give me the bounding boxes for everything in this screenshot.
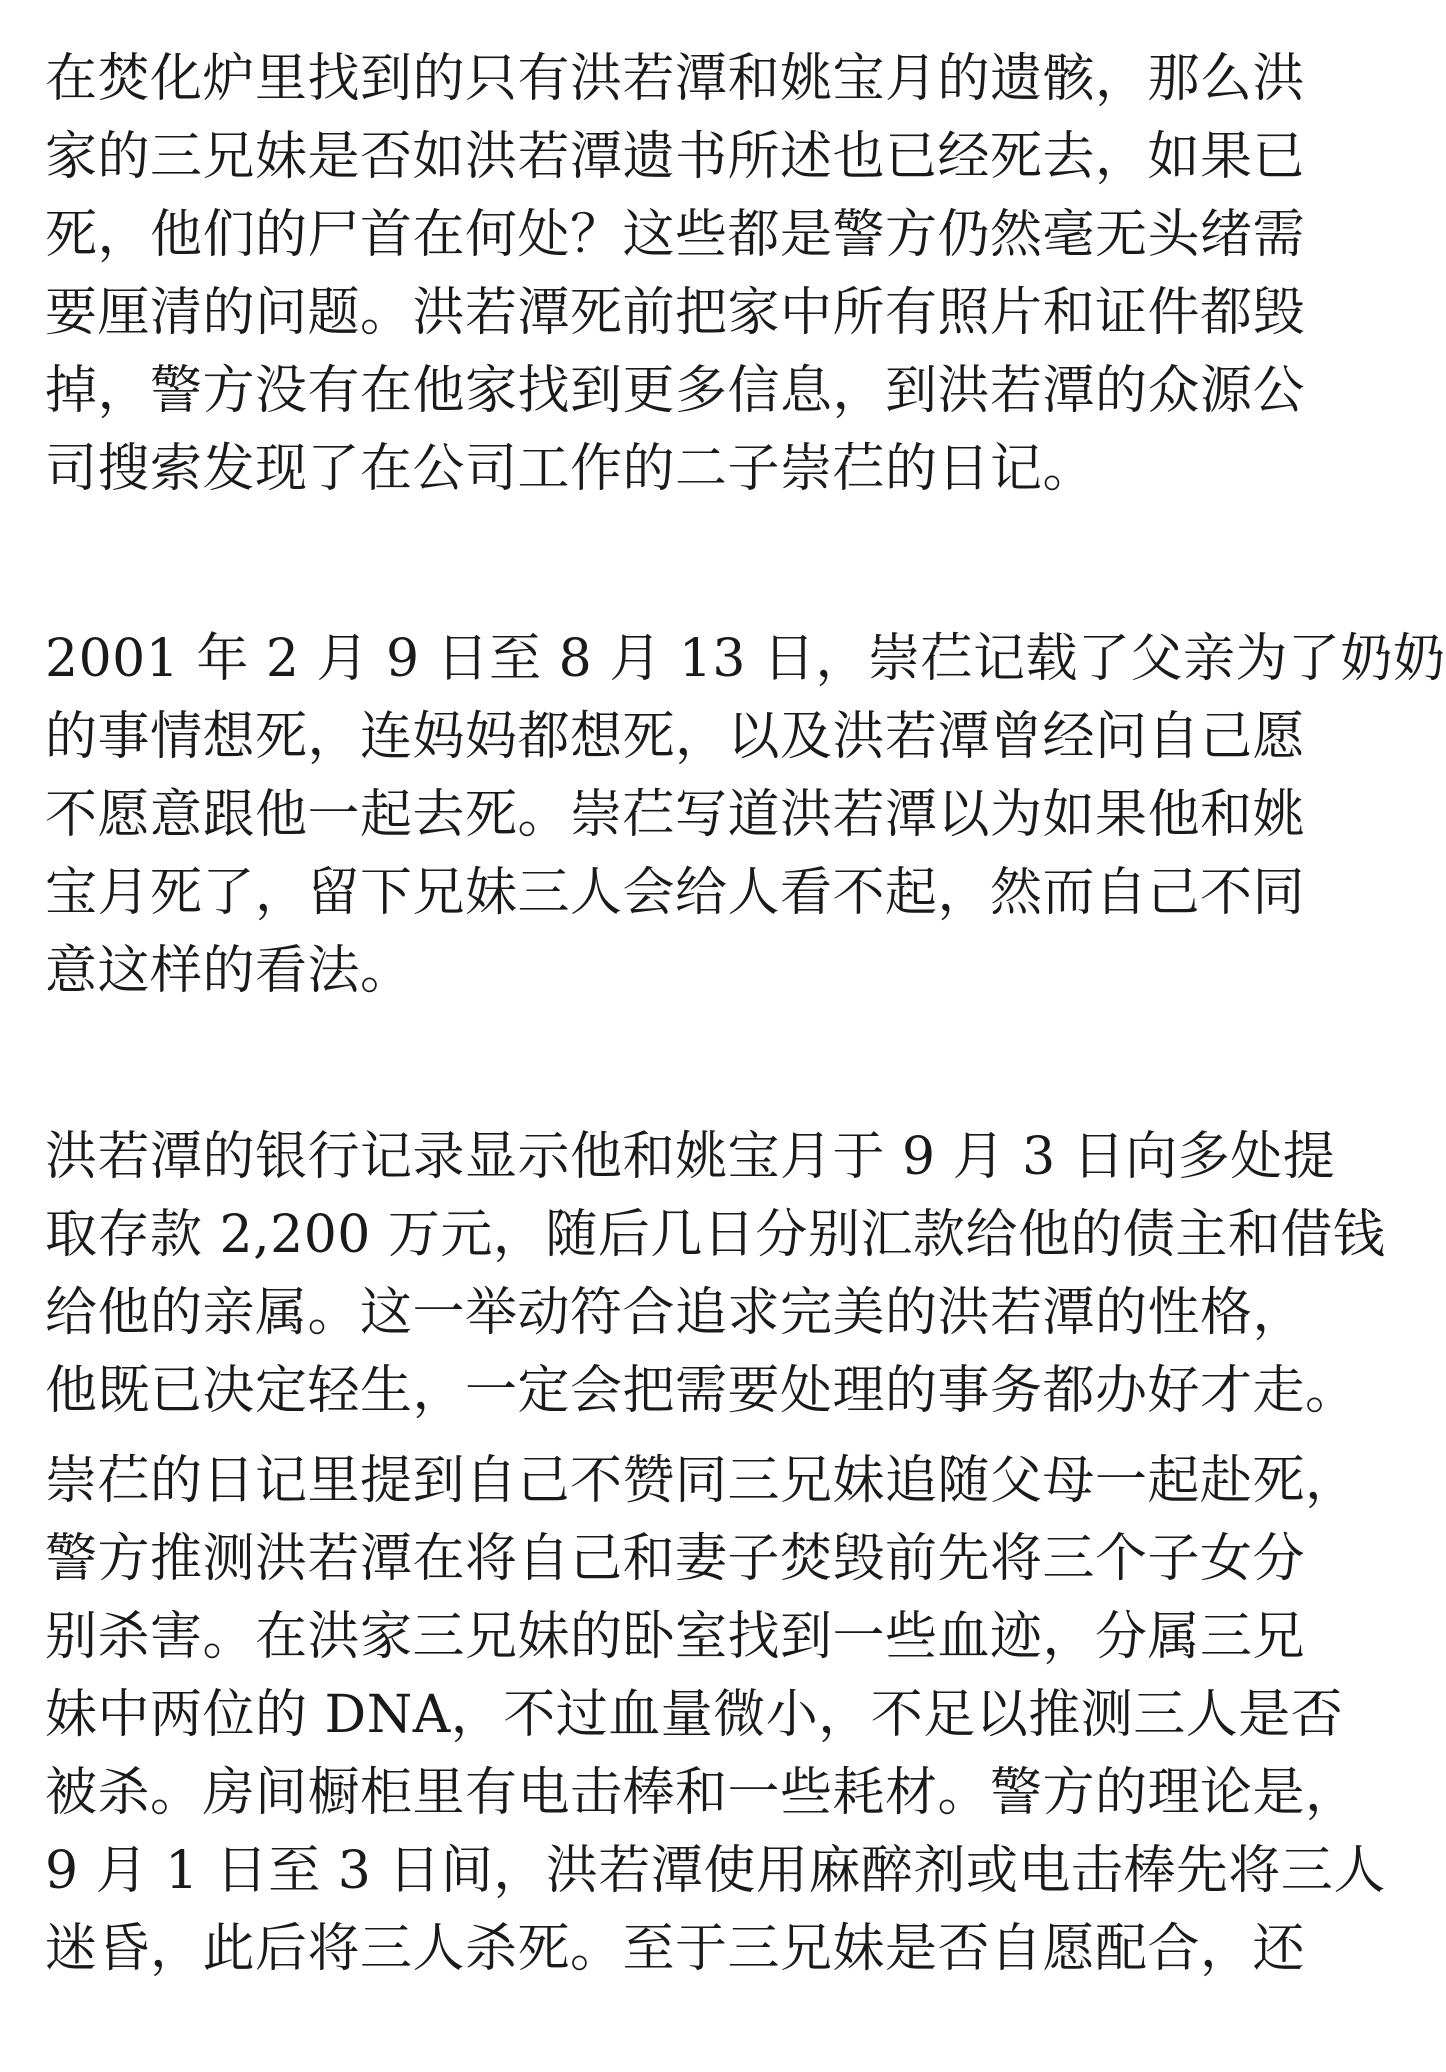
text-line: 取存款 2,200 万元，随后几日分别汇款给他的债主和借钱 (45, 1205, 1386, 1265)
text-line: 司搜索发现了在公司工作的二子崇芢的日记。 (45, 439, 1096, 499)
text-line: 不愿意跟他一起去死。崇芢写道洪若潭以为如果他和姚 (45, 785, 1306, 845)
text-line: 家的三兄妹是否如洪若潭遗书所述也已经死去，如果已 (45, 127, 1306, 187)
text-line: 9 月 1 日至 3 日间，洪若潭使用麻醉剂或电击棒先将三人 (45, 1841, 1386, 1901)
text-line: 2001 年 2 月 9 日至 8 月 13 日，崇芢记载了父亲为了奶奶 (45, 629, 1446, 689)
text-line: 宝月死了，留下兄妹三人会给人看不起，然而自己不同 (45, 863, 1306, 923)
paragraph-4 (45, 1442, 1386, 1988)
paragraph-1 (45, 40, 1306, 508)
text-line: 掉，警方没有在他家找到更多信息，到洪若潭的众源公 (45, 361, 1306, 421)
paragraph-2 (45, 620, 1446, 1010)
text-line: 的事情想死，连妈妈都想死，以及洪若潭曾经问自己愿 (45, 707, 1306, 767)
text-line: 要厘清的问题。洪若潭死前把家中所有照片和证件都毁 (45, 283, 1306, 343)
text-line: 意这样的看法。 (45, 941, 413, 1001)
text-line: 别杀害。在洪家三兄妹的卧室找到一些血迹，分属三兄 (45, 1607, 1306, 1667)
text-line: 他既已决定轻生，一定会把需要处理的事务都办好才走。 (45, 1361, 1358, 1421)
text-line: 被杀。房间橱柜里有电击棒和一些耗材。警方的理论是， (45, 1763, 1358, 1823)
text-line: 给他的亲属。这一举动符合追求完美的洪若潭的性格， (45, 1283, 1306, 1343)
text-line: 警方推测洪若潭在将自己和妻子焚毁前先将三个子女分 (45, 1529, 1306, 1589)
paragraph-3 (45, 1118, 1386, 1430)
text-line: 迷昏，此后将三人杀死。至于三兄妹是否自愿配合，还 (45, 1919, 1306, 1979)
text-line: 在焚化炉里找到的只有洪若潭和姚宝月的遗骸，那么洪 (45, 49, 1306, 109)
text-line: 死，他们的尸首在何处？这些都是警方仍然毫无头绪需 (45, 205, 1306, 265)
text-line: 崇芢的日记里提到自己不赞同三兄妹追随父母一起赴死， (45, 1451, 1358, 1511)
text-line: 妹中两位的 DNA，不过血量微小，不足以推测三人是否 (45, 1685, 1344, 1745)
text-line: 洪若潭的银行记录显示他和姚宝月于 9 月 3 日向多处提 (45, 1127, 1336, 1187)
